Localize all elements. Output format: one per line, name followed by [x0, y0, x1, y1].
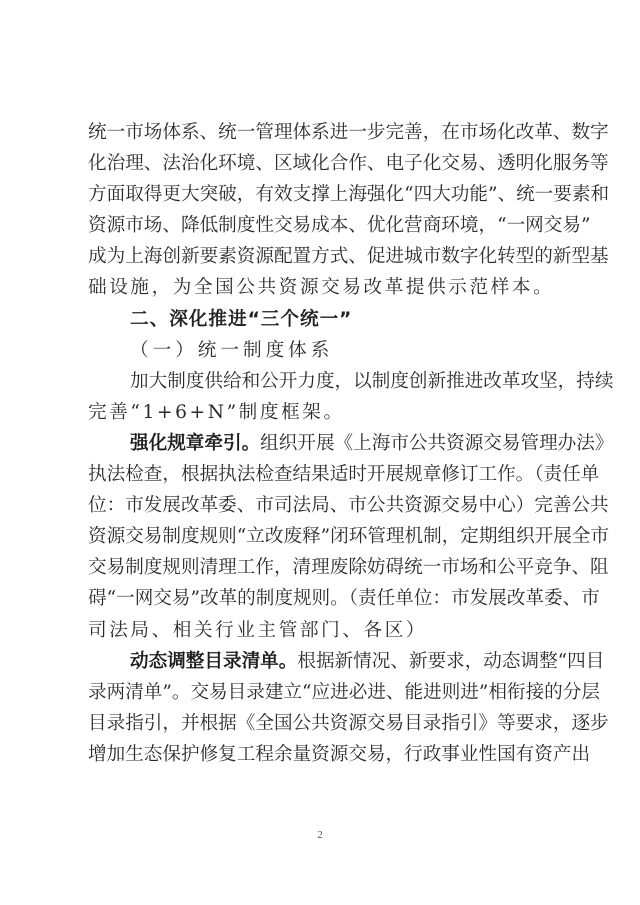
body-text-run: 根据新情况、新要求，动态调整“四目 [297, 650, 605, 672]
body-line: 执法检查，根据执法检查结果适时开展规章修订工作。（责任单 [88, 464, 600, 486]
document-body [88, 117, 614, 770]
body-line: 司法局、相关行业主管部门、各区） [88, 619, 428, 641]
paragraph-first-line [88, 646, 605, 677]
body-text-run: 组织开展《上海市公共资源交易管理办法》 [260, 432, 614, 454]
body-line: 位：市发展改革委、市司法局、市公共资源交易中心）完善公共 [88, 495, 609, 517]
body-line: 加大制度供给和公开力度，以制度创新推进改革攻坚，持续 [130, 370, 614, 392]
body-line: 目录指引，并根据《全国公共资源交易目录指引》等要求，逐步 [88, 712, 609, 734]
body-line: 统一市场体系、统一管理体系进一步完善，在市场化改革、数字 [88, 122, 609, 143]
paragraph-lead: 动态调整目录清单。 [130, 650, 298, 672]
body-line: 化治理、法治化环境、区域化合作、电子化交易、透明化服务等 [88, 153, 609, 175]
body-line: 成为上海创新要素资源配置方式、促进城市数字化转型的新型基 [88, 246, 609, 268]
body-line: 础设施，为全国公共资源交易改革提供示范样本。 [88, 277, 555, 299]
body-line: 碍“一网交易”改革的制度规则。（责任单位：市发展改革委、市 [88, 588, 600, 610]
body-line: 录两清单”。交易目录建立“应进必进、能进则进”相衔接的分层 [88, 681, 600, 703]
body-line: 交易制度规则清理工作，清理废除妨碍统一市场和公平竞争、阻 [88, 557, 609, 579]
body-line: 增加生态保护修复工程余量资源交易，行政事业性国有资产出 [88, 743, 591, 765]
section-heading: 二、深化推进“三个统一” [130, 308, 353, 330]
paragraph-lead: 强化规章牵引。 [130, 432, 261, 454]
body-line: 完善“1+6+N”制度框架。 [88, 401, 345, 423]
paragraph-first-line [88, 428, 614, 459]
subsection-heading: （一）统一制度体系 [130, 339, 334, 361]
body-line: 方面取得更大突破，有效支撑上海强化“四大功能”、统一要素和 [88, 184, 610, 206]
body-line: 资源市场、降低制度性交易成本、优化营商环境，“一网交易” [88, 215, 591, 237]
page-number: 2 [317, 829, 323, 841]
body-line: 资源交易制度规则“立改废释”闭环管理机制，定期组织开展全市 [88, 526, 610, 548]
